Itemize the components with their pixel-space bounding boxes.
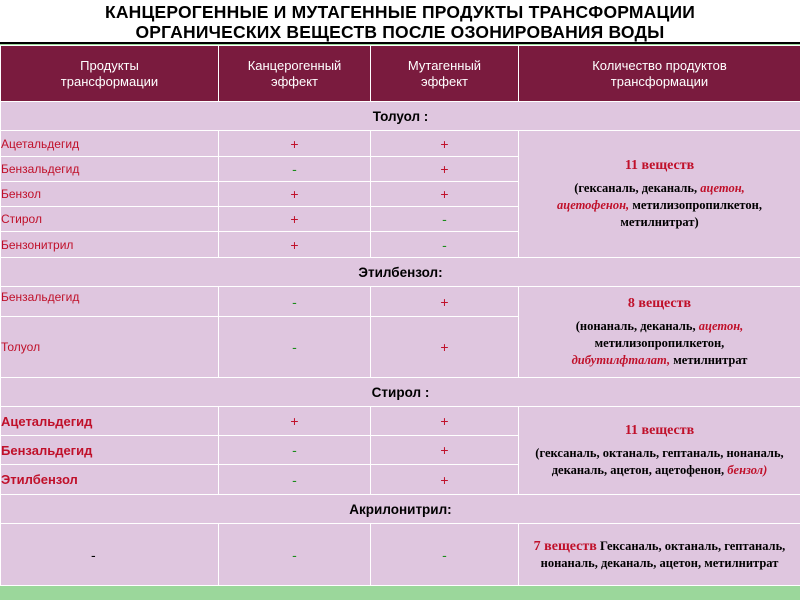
product-name: -	[1, 524, 219, 586]
section-row	[1, 495, 800, 524]
carcinogenic-value: -	[219, 287, 371, 317]
product-name: Бензол	[1, 182, 219, 207]
section-row	[1, 102, 800, 131]
table-header-row	[1, 46, 800, 102]
carcinogenic-value: +	[219, 407, 371, 436]
mutagenic-value: +	[371, 131, 519, 157]
mutagenic-value: +	[371, 287, 519, 317]
count-label: 7 веществ	[533, 538, 597, 554]
transformation-count: 7 веществ Гексаналь, октаналь, гептаналь, нонаналь, деканаль, ацетон, метилнитрат	[519, 524, 800, 586]
product-name: Бензонитрил	[1, 232, 219, 258]
product-name: Стирол	[1, 207, 219, 232]
product-name: Ацетальдегид	[1, 407, 219, 436]
product-name: Ацетальдегид	[1, 131, 219, 157]
carcinogenic-value: +	[219, 232, 371, 258]
carcinogenic-value: -	[219, 524, 371, 586]
product-name: Бензальдегид	[1, 436, 219, 465]
section-row	[1, 378, 800, 407]
carcinogenic-value: -	[219, 317, 371, 378]
table-row	[1, 524, 800, 586]
product-name: Бензальдегид	[1, 287, 219, 317]
carcinogenic-value: +	[219, 182, 371, 207]
mutagenic-value: +	[371, 465, 519, 495]
carcinogenic-value: +	[219, 207, 371, 232]
table-row	[1, 131, 800, 157]
mutagenic-value: -	[371, 207, 519, 232]
mutagenic-value: +	[371, 407, 519, 436]
mutagenic-value: +	[371, 436, 519, 465]
header-products: Продукты трансформации	[1, 46, 219, 102]
section-title: Этилбензол:	[1, 258, 800, 287]
count-label: 11 веществ	[624, 423, 695, 438]
transformation-count: 8 веществ (нонаналь, деканаль, ацетон, метилизопропилкетон, дибутилфталат, метилнитрат	[519, 287, 800, 378]
title-line-1: КАНЦЕРОГЕННЫЕ И МУТАГЕННЫЕ ПРОДУКТЫ ТРАНСФОРМАЦИИ	[104, 2, 696, 22]
mutagenic-value: +	[371, 317, 519, 378]
page-title	[0, 0, 800, 44]
count-label: 11 веществ	[624, 158, 695, 173]
product-name: Толуол	[1, 317, 219, 378]
count-label: 8 веществ	[627, 296, 692, 311]
mutagenic-value: +	[371, 157, 519, 182]
table-row	[1, 287, 800, 317]
section-title: Акрилонитрил:	[1, 495, 800, 524]
mutagenic-value: -	[371, 524, 519, 586]
transformation-count: 11 веществ (гексаналь, деканаль, ацетон, ацетофенон, метилизопропилкетон, метилнитрат)	[519, 131, 800, 258]
section-title: Толуол :	[1, 102, 800, 131]
product-name: Этилбензол	[1, 465, 219, 495]
carcinogenic-value: +	[219, 131, 371, 157]
data-table	[0, 45, 800, 586]
transformation-count: 11 веществ (гексаналь, октаналь, гептаналь, нонаналь, деканаль, ацетон, ацетофенон, бензол)	[519, 407, 800, 495]
header-carcinogenic: Канцерогенный эффект	[219, 46, 371, 102]
header-count: Количество продуктов трансформации	[519, 46, 800, 102]
section-title: Стирол :	[1, 378, 800, 407]
header-mutagenic: Мутагенный эффект	[371, 46, 519, 102]
table-row	[1, 407, 800, 436]
mutagenic-value: -	[371, 232, 519, 258]
mutagenic-value: +	[371, 182, 519, 207]
product-name: Бензальдегид	[1, 157, 219, 182]
carcinogenic-value: -	[219, 436, 371, 465]
title-line-2: ОРГАНИЧЕСКИХ ВЕЩЕСТВ ПОСЛЕ ОЗОНИРОВАНИЯ ВОДЫ	[135, 22, 665, 42]
section-row	[1, 258, 800, 287]
carcinogenic-value: -	[219, 465, 371, 495]
carcinogenic-value: -	[219, 157, 371, 182]
